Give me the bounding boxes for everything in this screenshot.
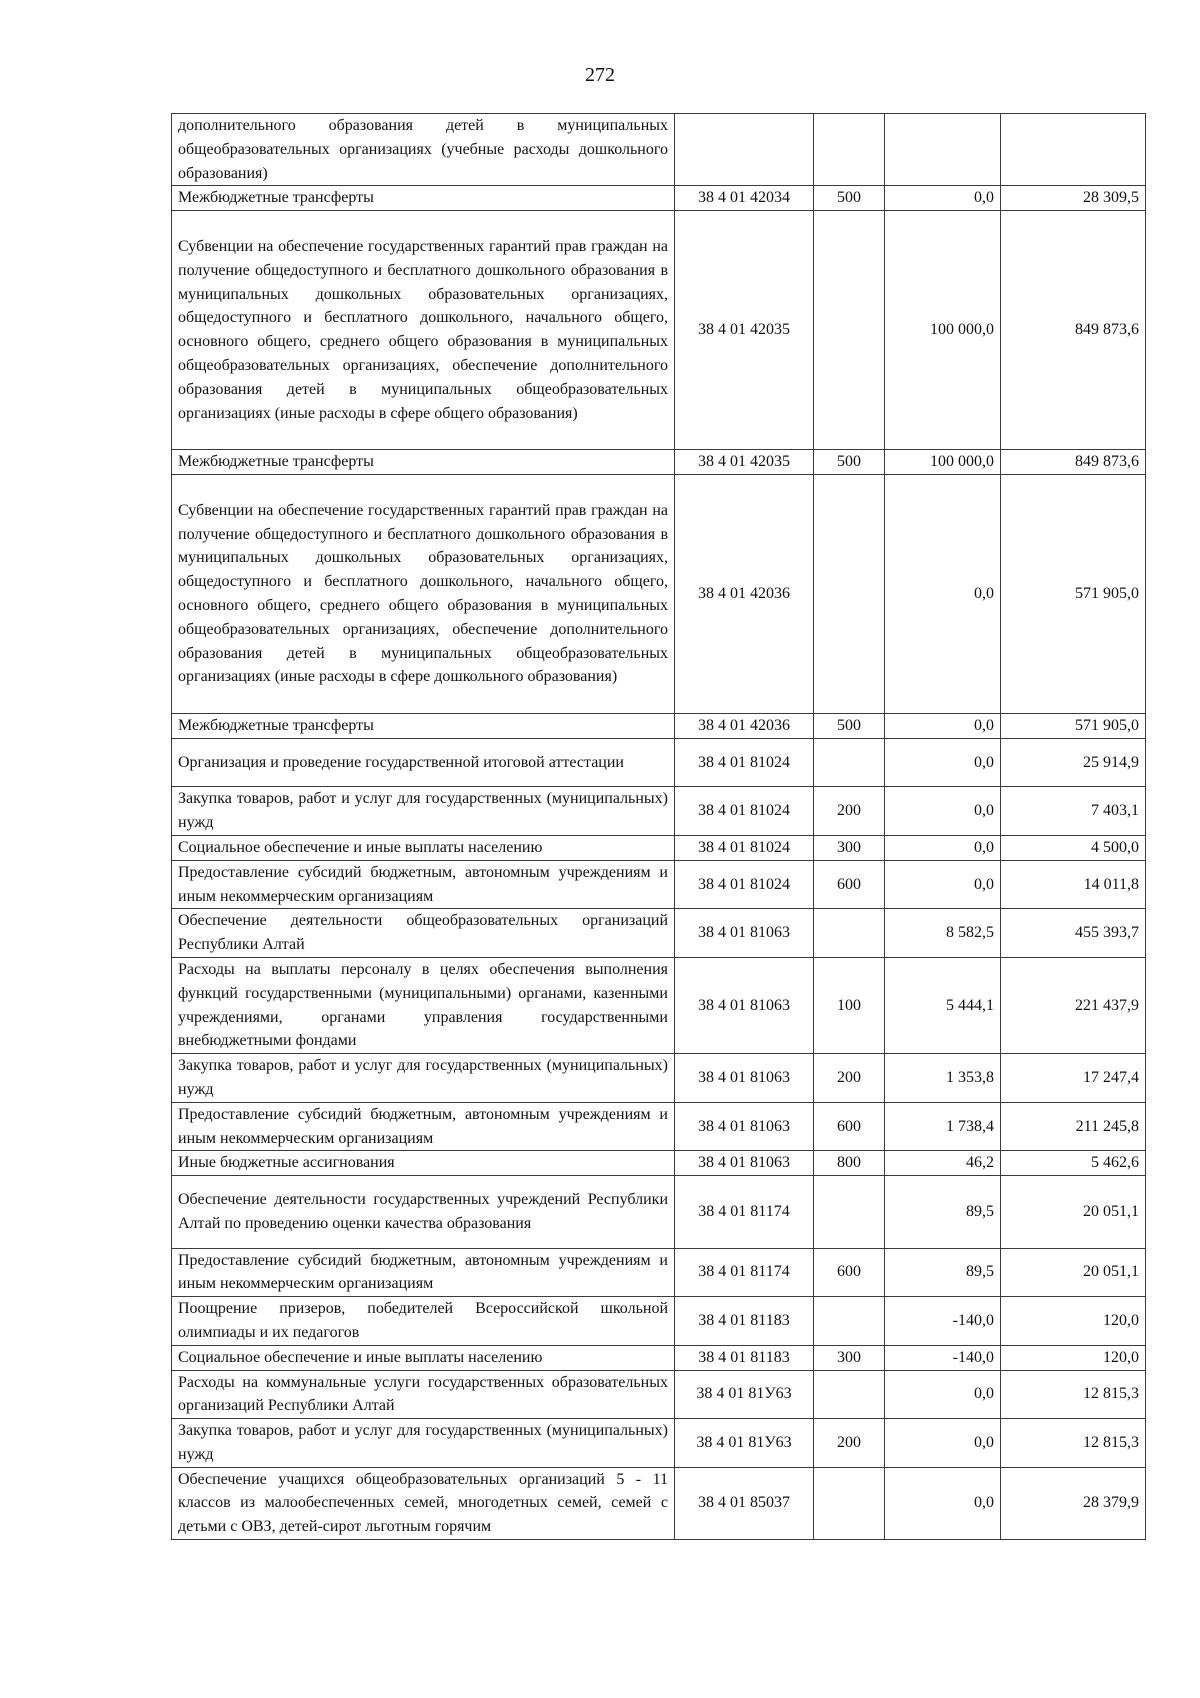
- table-row: [172, 1054, 1146, 1103]
- row-amount-change: 46,2: [885, 1151, 1001, 1176]
- row-name: Поощрение призеров, победителей Всероссийской школьной олимпиады и их педагогов: [172, 1297, 675, 1346]
- row-amount-total: 12 815,3: [1001, 1370, 1146, 1419]
- row-amount-change: -140,0: [885, 1345, 1001, 1370]
- row-expense-type: [814, 211, 885, 450]
- row-amount-total: 28 309,5: [1001, 186, 1146, 211]
- row-amount-total: 120,0: [1001, 1297, 1146, 1346]
- row-expense-type: 200: [814, 1419, 885, 1468]
- row-expense-type: [814, 1297, 885, 1346]
- table-row: [172, 1345, 1146, 1370]
- row-amount-change: 0,0: [885, 713, 1001, 738]
- row-name: Социальное обеспечение и иные выплаты населению: [172, 1345, 675, 1370]
- row-name: Предоставление субсидий бюджетным, автономным учреждениям и иным некоммерческим организациям: [172, 1102, 675, 1151]
- budget-table: [171, 113, 1146, 1540]
- row-expense-type: 500: [814, 450, 885, 475]
- table-row: [172, 1176, 1146, 1248]
- row-expense-type: [814, 1176, 885, 1248]
- row-name: Расходы на выплаты персоналу в целях обеспечения выполнения функций государственными (муниципальными) органами, казенными учреждениями, органами управления государственными внебюджетными фондами: [172, 957, 675, 1053]
- row-name: Межбюджетные трансферты: [172, 450, 675, 475]
- table-row: [172, 738, 1146, 787]
- row-amount-total: 12 815,3: [1001, 1419, 1146, 1468]
- row-target-code: 38 4 01 81174: [675, 1248, 814, 1297]
- row-amount-change: 0,0: [885, 1419, 1001, 1468]
- row-amount-change: 0,0: [885, 1370, 1001, 1419]
- table-row: [172, 909, 1146, 958]
- row-amount-total: [1001, 114, 1146, 186]
- row-name: Предоставление субсидий бюджетным, автономным учреждениям и иным некоммерческим организациям: [172, 1248, 675, 1297]
- row-amount-total: 28 379,9: [1001, 1467, 1146, 1539]
- row-expense-type: 600: [814, 1248, 885, 1297]
- row-expense-type: [814, 738, 885, 787]
- row-target-code: 38 4 01 81063: [675, 909, 814, 958]
- row-amount-change: -140,0: [885, 1297, 1001, 1346]
- row-name: Межбюджетные трансферты: [172, 186, 675, 211]
- row-expense-type: 300: [814, 835, 885, 860]
- row-amount-change: 89,5: [885, 1248, 1001, 1297]
- row-target-code: 38 4 01 42036: [675, 474, 814, 713]
- row-target-code: 38 4 01 81063: [675, 1054, 814, 1103]
- row-expense-type: 500: [814, 713, 885, 738]
- row-name: Закупка товаров, работ и услуг для государственных (муниципальных) нужд: [172, 1054, 675, 1103]
- row-target-code: 38 4 01 81У63: [675, 1419, 814, 1468]
- row-amount-change: 0,0: [885, 835, 1001, 860]
- row-amount-total: 120,0: [1001, 1345, 1146, 1370]
- row-amount-total: 571 905,0: [1001, 713, 1146, 738]
- row-target-code: 38 4 01 81У63: [675, 1370, 814, 1419]
- table-row: [172, 450, 1146, 475]
- table-row: [172, 957, 1146, 1053]
- row-target-code: 38 4 01 81024: [675, 835, 814, 860]
- row-name: дополнительного образования детей в муниципальных общеобразовательных организациях (учебные расходы дошкольного образования): [172, 114, 675, 186]
- row-target-code: 38 4 01 81174: [675, 1176, 814, 1248]
- row-name: Закупка товаров, работ и услуг для государственных (муниципальных) нужд: [172, 787, 675, 836]
- row-amount-total: 20 051,1: [1001, 1248, 1146, 1297]
- row-expense-type: [814, 909, 885, 958]
- row-name: Расходы на коммунальные услуги государственных образовательных организаций Республики Алтай: [172, 1370, 675, 1419]
- table-row: [172, 860, 1146, 909]
- table-row: [172, 835, 1146, 860]
- row-target-code: 38 4 01 42034: [675, 186, 814, 211]
- row-amount-total: 849 873,6: [1001, 450, 1146, 475]
- row-amount-total: 849 873,6: [1001, 211, 1146, 450]
- row-amount-change: 0,0: [885, 860, 1001, 909]
- row-amount-total: 7 403,1: [1001, 787, 1146, 836]
- row-target-code: 38 4 01 81063: [675, 1102, 814, 1151]
- row-target-code: 38 4 01 81024: [675, 738, 814, 787]
- table-row: [172, 1370, 1146, 1419]
- row-amount-total: 20 051,1: [1001, 1176, 1146, 1248]
- table-row: [172, 1151, 1146, 1176]
- row-name: Обеспечение деятельности государственных учреждений Республики Алтай по проведению оценки качества образования: [172, 1176, 675, 1248]
- row-target-code: 38 4 01 85037: [675, 1467, 814, 1539]
- row-target-code: 38 4 01 81024: [675, 860, 814, 909]
- row-amount-total: 14 011,8: [1001, 860, 1146, 909]
- row-name: Обеспечение деятельности общеобразовательных организаций Республики Алтай: [172, 909, 675, 958]
- row-target-code: 38 4 01 42036: [675, 713, 814, 738]
- table-row: [172, 713, 1146, 738]
- row-amount-total: 4 500,0: [1001, 835, 1146, 860]
- row-expense-type: 500: [814, 186, 885, 211]
- row-target-code: 38 4 01 81063: [675, 1151, 814, 1176]
- row-expense-type: [814, 1467, 885, 1539]
- row-amount-change: [885, 114, 1001, 186]
- row-expense-type: 200: [814, 787, 885, 836]
- table-row: [172, 1102, 1146, 1151]
- row-amount-change: 100 000,0: [885, 211, 1001, 450]
- row-amount-total: 5 462,6: [1001, 1151, 1146, 1176]
- table-row: [172, 1467, 1146, 1539]
- table-row: [172, 1297, 1146, 1346]
- table-row: [172, 1419, 1146, 1468]
- row-expense-type: 100: [814, 957, 885, 1053]
- table-row: [172, 787, 1146, 836]
- row-target-code: 38 4 01 42035: [675, 450, 814, 475]
- row-amount-change: 0,0: [885, 474, 1001, 713]
- row-name: Предоставление субсидий бюджетным, автономным учреждениям и иным некоммерческим организациям: [172, 860, 675, 909]
- row-amount-total: 221 437,9: [1001, 957, 1146, 1053]
- table-row: [172, 211, 1146, 450]
- row-name: Обеспечение учащихся общеобразовательных организаций 5 - 11 классов из малообеспеченных семей, многодетных семей, семей с детьми с ОВЗ, детей-сирот льготным горячим: [172, 1467, 675, 1539]
- row-amount-change: 100 000,0: [885, 450, 1001, 475]
- row-expense-type: [814, 114, 885, 186]
- row-name: Социальное обеспечение и иные выплаты населению: [172, 835, 675, 860]
- row-amount-change: 0,0: [885, 1467, 1001, 1539]
- row-expense-type: 800: [814, 1151, 885, 1176]
- row-amount-change: 8 582,5: [885, 909, 1001, 958]
- row-amount-change: 1 738,4: [885, 1102, 1001, 1151]
- row-target-code: 38 4 01 42035: [675, 211, 814, 450]
- row-name: Субвенции на обеспечение государственных гарантий прав граждан на получение общедоступного и бесплатного дошкольного образования в муниципальных дошкольных образовательных организациях, общедоступного и бесплатного дошкольного, начального общего, основного общего, среднего общего образования в муниципальных общеобразовательных организациях, обеспечение дополнительного образования детей в муниципальных общеобразовательных организациях (иные расходы в сфере дошкольного образования): [172, 474, 675, 713]
- row-amount-total: 455 393,7: [1001, 909, 1146, 958]
- row-expense-type: [814, 1370, 885, 1419]
- row-amount-change: 89,5: [885, 1176, 1001, 1248]
- budget-table-body: [172, 114, 1146, 1540]
- row-name: Межбюджетные трансферты: [172, 713, 675, 738]
- row-target-code: [675, 114, 814, 186]
- row-amount-change: 0,0: [885, 186, 1001, 211]
- row-target-code: 38 4 01 81063: [675, 957, 814, 1053]
- table-row: [172, 1248, 1146, 1297]
- row-amount-change: 0,0: [885, 787, 1001, 836]
- row-name: Субвенции на обеспечение государственных гарантий прав граждан на получение общедоступного и бесплатного дошкольного образования в муниципальных дошкольных образовательных организациях, общедоступного и бесплатного дошкольного, начального общего, основного общего, среднего общего образования в муниципальных общеобразовательных организациях, обеспечение дополнительного образования детей в муниципальных общеобразовательных организациях (иные расходы в сфере общего образования): [172, 211, 675, 450]
- row-amount-total: 17 247,4: [1001, 1054, 1146, 1103]
- row-expense-type: 300: [814, 1345, 885, 1370]
- row-amount-change: 5 444,1: [885, 957, 1001, 1053]
- row-amount-total: 25 914,9: [1001, 738, 1146, 787]
- page-number: 272: [585, 64, 615, 86]
- row-target-code: 38 4 01 81183: [675, 1297, 814, 1346]
- table-row: [172, 474, 1146, 713]
- row-amount-total: 571 905,0: [1001, 474, 1146, 713]
- table-row: [172, 114, 1146, 186]
- row-amount-total: 211 245,8: [1001, 1102, 1146, 1151]
- row-target-code: 38 4 01 81024: [675, 787, 814, 836]
- row-name: Иные бюджетные ассигнования: [172, 1151, 675, 1176]
- row-expense-type: 600: [814, 1102, 885, 1151]
- row-name: Организация и проведение государственной итоговой аттестации: [172, 738, 675, 787]
- row-name: Закупка товаров, работ и услуг для государственных (муниципальных) нужд: [172, 1419, 675, 1468]
- row-amount-change: 1 353,8: [885, 1054, 1001, 1103]
- table-row: [172, 186, 1146, 211]
- row-expense-type: 200: [814, 1054, 885, 1103]
- row-target-code: 38 4 01 81183: [675, 1345, 814, 1370]
- row-expense-type: [814, 474, 885, 713]
- row-amount-change: 0,0: [885, 738, 1001, 787]
- row-expense-type: 600: [814, 860, 885, 909]
